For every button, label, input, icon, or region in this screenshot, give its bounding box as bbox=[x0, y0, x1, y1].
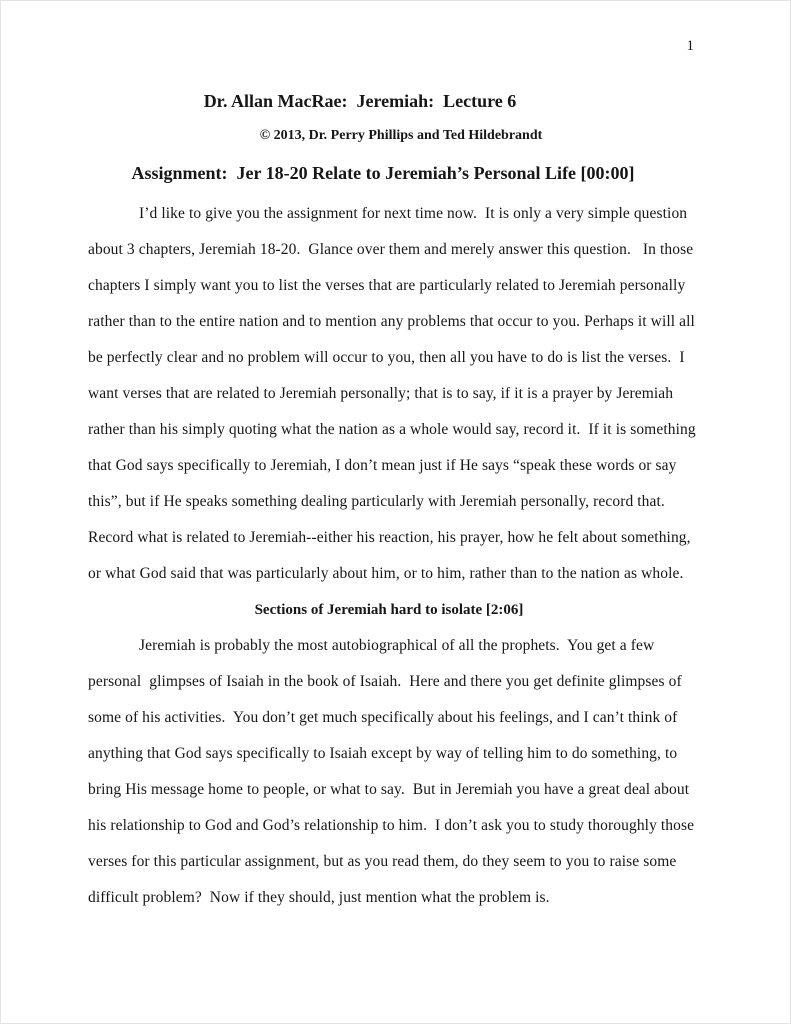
paragraph-block bbox=[88, 628, 722, 916]
text-line: chapters I simply want you to list the verses that are particularly related to Jeremiah personally bbox=[88, 277, 686, 294]
text-line: his relationship to God and God’s relationship to him. I don’t ask you to study thoroughly those bbox=[88, 817, 695, 834]
section-heading-isolate: Sections of Jeremiah hard to isolate [2:06] bbox=[254, 602, 524, 618]
page-number: 1 bbox=[686, 38, 694, 54]
text-line: some of his activities. You don’t get much specifically about his feelings, and I can’t think of bbox=[88, 709, 678, 726]
text-line: difficult problem? Now if they should, just mention what the problem is. bbox=[88, 889, 550, 906]
section-heading-assignment: Assignment: Jer 18-20 Relate to Jeremiah’s Personal Life [00:00] bbox=[131, 163, 635, 183]
document-title: Dr. Allan MacRae: Jeremiah: Lecture 6 bbox=[203, 91, 517, 111]
copyright-line: © 2013, Dr. Perry Phillips and Ted Hildebrandt bbox=[259, 128, 543, 143]
paragraph-block bbox=[88, 196, 722, 592]
text-line: want verses that are related to Jeremiah personally; that is to say, if it is a prayer by Jeremiah bbox=[88, 385, 674, 402]
text-line: that God says specifically to Jeremiah, I don’t mean just if He says “speak these words or say bbox=[88, 457, 677, 474]
section-assignment bbox=[88, 161, 722, 592]
text-line: rather than to the entire nation and to mention any problems that occur to you. Perhaps it will all bbox=[88, 313, 695, 330]
text-line: Jeremiah is probably the most autobiographical of all the prophets. You get a few bbox=[139, 637, 655, 654]
text-line: bring His message home to people, or what to say. But in Jeremiah you have a great deal about bbox=[88, 781, 690, 798]
section-hard-to-isolate bbox=[88, 592, 722, 916]
text-line: about 3 chapters, Jeremiah 18-20. Glance over them and merely answer this question. In those bbox=[88, 241, 694, 258]
text-line: anything that God says specifically to Isaiah except by way of telling him to do something, to bbox=[88, 745, 678, 762]
text-line: personal glimpses of Isaiah in the book of Isaiah. Here and there you get definite glimpses of bbox=[88, 673, 682, 690]
text-line: I’d like to give you the assignment for next time now. It is only a very simple question bbox=[139, 205, 688, 222]
text-line: be perfectly clear and no problem will occur to you, then all you have to do is list the verses. I bbox=[88, 349, 685, 366]
text-line: this”, but if He speaks something dealing particularly with Jeremiah personally, record that. bbox=[88, 493, 665, 510]
text-line: Record what is related to Jeremiah--either his reaction, his prayer, how he felt about something, bbox=[88, 529, 691, 546]
text-line: verses for this particular assignment, but as you read them, do they seem to you to raise some bbox=[88, 853, 677, 870]
text-line: or what God said that was particularly about him, or to him, rather than to the nation as whole. bbox=[88, 565, 684, 582]
text-line: rather than his simply quoting what the nation as a whole would say, record it. If it is something bbox=[88, 421, 696, 438]
